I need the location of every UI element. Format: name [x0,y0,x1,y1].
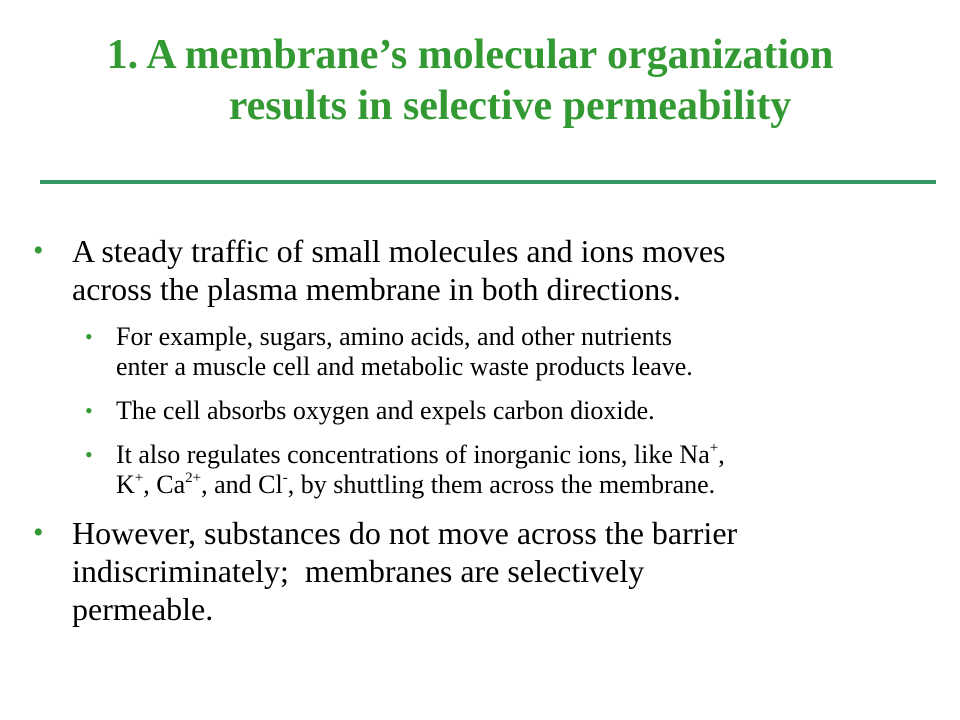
title-line-1: 1. A membrane’s molecular organization [106,32,834,78]
calcium-charge: 2+ [185,470,202,486]
bullet-dot-icon: • [85,324,93,349]
bullet-text-line: The cell absorbs oxygen and expels carbon dioxide. [116,396,655,425]
bullet-traffic [0,232,960,308]
chloride-charge: - [282,470,288,486]
bullet-text-line: permeable. [72,591,214,627]
title-divider [40,180,936,184]
bullet-dot-icon: • [85,398,93,423]
potassium-charge: + [134,470,144,486]
ions-text-pre: It also regulates concentrations of inorganic ions, like Na [116,440,710,469]
bullet-dot-icon: • [33,234,44,267]
bullet-text-line: enter a muscle cell and metabolic waste products leave. [116,352,693,381]
slide-body [0,232,960,628]
bullet-text-line: indiscriminately; membranes are selectively [72,553,645,589]
bullet-text-line: across the plasma membrane in both directions. [72,271,681,307]
subbullet-ions [0,440,960,500]
bullet-dot-icon: • [33,516,44,549]
bullet-dot-icon: • [85,442,93,467]
bullet-text-line [116,470,960,500]
subbullet-example-nutrients [0,322,960,382]
ions-comma: , [718,440,725,469]
slide-title [0,30,960,132]
potassium-symbol: K [116,470,135,499]
title-line-2: results in selective permeability [228,83,792,129]
chloride-symbol: , and Cl [201,470,283,499]
bullet-text-line: However, substances do not move across the barrier [72,515,738,551]
bullet-text-line: For example, sugars, amino acids, and other nutrients [116,322,672,351]
sodium-charge: + [709,440,719,456]
bullet-selective-permeability [0,514,960,628]
subbullet-oxygen [0,396,960,426]
bullet-text-line [116,440,960,470]
ions-text-post: , by shuttling them across the membrane. [287,470,716,499]
bullet-text-line: A steady traffic of small molecules and ions moves [72,233,726,269]
calcium-symbol: , Ca [143,470,186,499]
